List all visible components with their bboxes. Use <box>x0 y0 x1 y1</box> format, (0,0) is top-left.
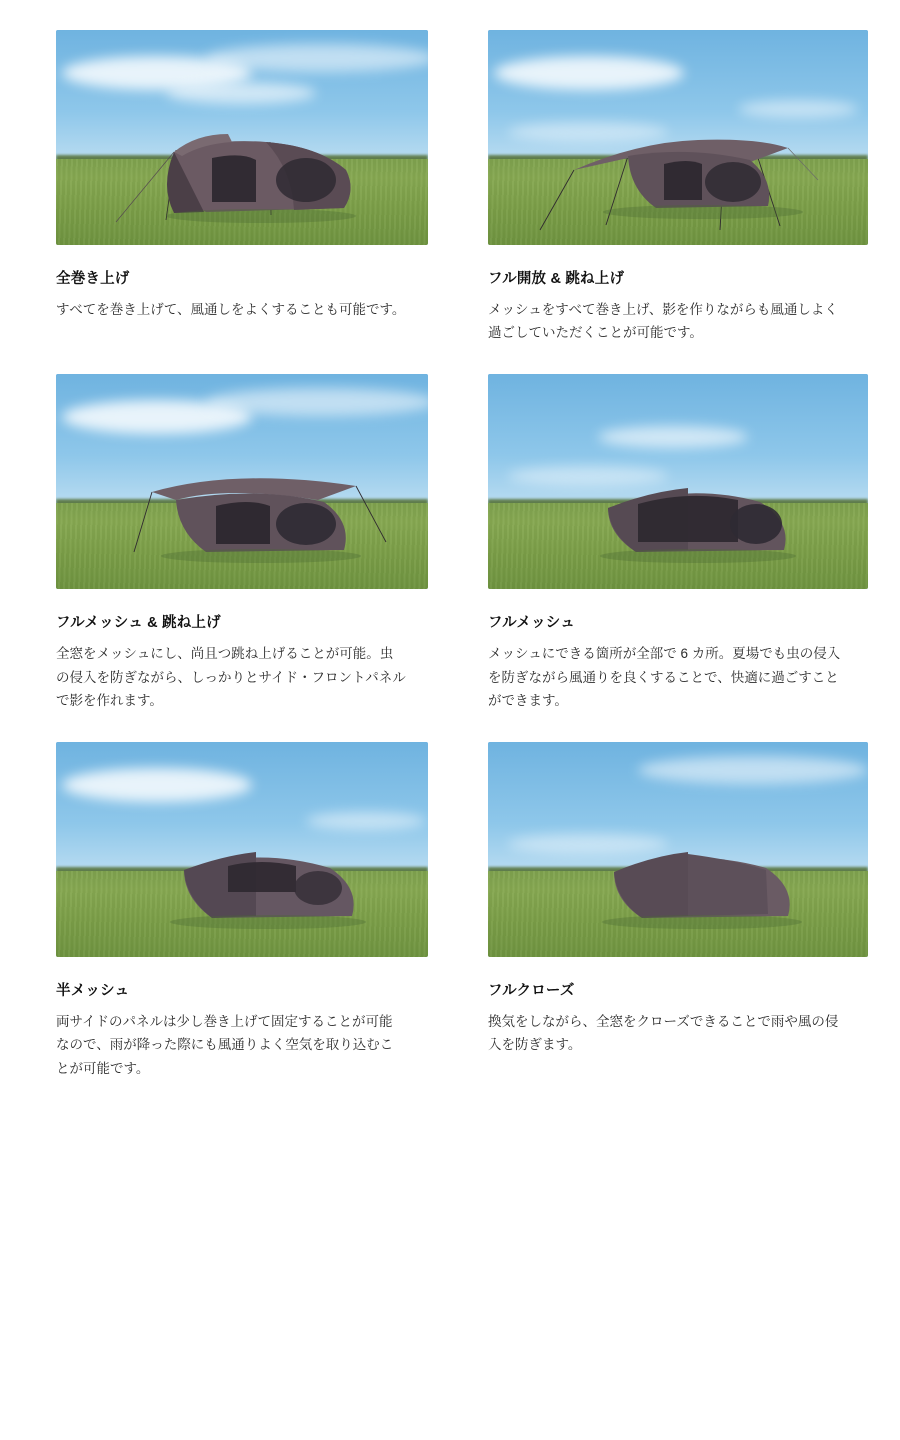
variant-description: 全窓をメッシュにし、尚且つ跳ね上げることが可能。虫の侵入を防ぎながら、しっかりとサイド・フロントパネルで影を作れます。 <box>56 646 406 708</box>
variant-title: フルメッシュ & 跳ね上げ <box>56 615 221 632</box>
variant-description: 両サイドのパネルは少し巻き上げて固定することが可能なので、雨が降った際にも風通りよく空気を取り込むことが可能です。 <box>56 1014 394 1076</box>
tent-illustration <box>488 742 868 957</box>
variant-title: フルクローズ <box>488 983 575 1000</box>
tent-photo-full-open-and-flip-up <box>488 30 868 245</box>
tent-photo-half-mesh <box>56 742 428 957</box>
tent-illustration <box>56 742 428 957</box>
tent-illustration <box>488 374 868 589</box>
variant-title: 半メッシュ <box>56 983 130 1000</box>
tent-photo-full-mesh <box>488 374 868 589</box>
variant-card <box>450 0 900 344</box>
tent-illustration <box>488 30 868 245</box>
variant-card <box>450 712 900 1080</box>
variant-description: メッシュをすべて巻き上げ、影を作りながらも風通しよく過ごしていただくことが可能です。 <box>488 302 838 341</box>
variant-card <box>0 344 450 712</box>
variant-card <box>450 344 900 712</box>
tent-illustration <box>56 374 428 589</box>
variant-card <box>0 0 450 344</box>
variant-title: フル開放 & 跳ね上げ <box>488 271 625 287</box>
variant-description: 換気をしながら、全窓をクローズできることで雨や風の侵入を防ぎます。 <box>488 1014 839 1053</box>
tent-photo-full-roll-up <box>56 30 428 245</box>
tent-illustration <box>56 30 428 245</box>
tent-photo-full-mesh-and-flip-up <box>56 374 428 589</box>
variant-title: 全巻き上げ <box>56 271 130 287</box>
variant-description: すべてを巻き上げて、風通しをよくすることも可能です。 <box>56 302 406 317</box>
tent-photo-full-close <box>488 742 868 957</box>
variant-description: メッシュにできる箇所が全部で 6 カ所。夏場でも虫の侵入を防ぎながら風通りを良くすることで、快適に過ごすことができます。 <box>488 646 841 708</box>
variant-title: フルメッシュ <box>488 615 575 632</box>
variant-card <box>0 712 450 1080</box>
